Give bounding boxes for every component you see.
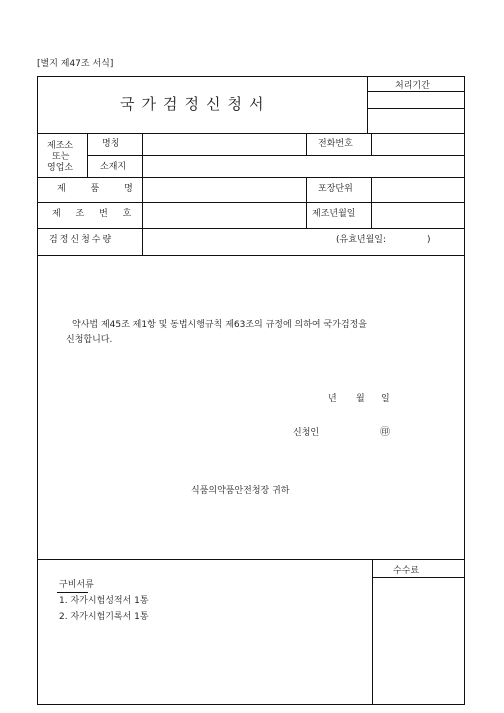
form-title: 국가검정신청서 bbox=[120, 95, 271, 113]
manufacturer-label-line1: 제조소 bbox=[47, 141, 74, 151]
applicant-label: 신청인 bbox=[293, 428, 320, 438]
date-month-label: 월 bbox=[356, 394, 365, 404]
address-label: 소재지 bbox=[100, 162, 127, 172]
manufacture-date-field[interactable] bbox=[372, 203, 464, 228]
name-label: 명칭 bbox=[102, 139, 120, 149]
address-field[interactable] bbox=[143, 156, 464, 177]
application-statement-line2: 신청합니다. bbox=[66, 335, 113, 345]
addressee: 식품의약품안전청장 귀하 bbox=[191, 486, 290, 496]
date-month-field[interactable] bbox=[340, 390, 352, 404]
packaging-unit-field[interactable] bbox=[372, 178, 464, 202]
required-documents-title: 구비서류 bbox=[59, 580, 94, 590]
application-statement-line1: 약사법 제45조 제1항 및 동법시행규칙 제63조의 규정에 의하여 국가검정을 bbox=[72, 320, 367, 330]
product-name-field[interactable] bbox=[143, 178, 306, 202]
lot-number-field[interactable] bbox=[143, 203, 306, 228]
date-year-label: 년 bbox=[328, 394, 337, 404]
expiry-date-field[interactable] bbox=[398, 230, 424, 250]
manufacturer-label-line2: 또는 bbox=[52, 152, 70, 162]
document-item-1: 1. 자가시험성적서 1통 bbox=[59, 596, 149, 606]
documents-title-underline bbox=[57, 592, 88, 593]
lot-number-label: 제 조 번 호 bbox=[52, 209, 138, 219]
packaging-unit-label: 포장단위 bbox=[318, 184, 353, 194]
fee-label: 수수료 bbox=[393, 566, 420, 576]
manufacture-date-label: 제조년월일 bbox=[312, 209, 356, 219]
quantity-field[interactable] bbox=[143, 229, 323, 255]
phone-label: 전화번호 bbox=[318, 139, 353, 149]
expiry-date-label: (유효년월일: bbox=[336, 235, 387, 245]
applicant-name-field[interactable] bbox=[325, 424, 375, 440]
name-field[interactable] bbox=[143, 134, 306, 155]
document-item-2: 2. 자가시험기록서 1통 bbox=[59, 612, 149, 622]
form-reference-note: [별지 제47조 서식] bbox=[37, 59, 114, 69]
processing-period-label: 처리기간 bbox=[395, 81, 430, 91]
quantity-label: 검정신청수량 bbox=[49, 235, 114, 245]
product-name-label: 제 품 명 bbox=[57, 184, 144, 194]
fee-area bbox=[373, 578, 464, 704]
manufacturer-label-line3: 영업소 bbox=[47, 163, 74, 173]
expiry-date-close: ) bbox=[427, 235, 431, 245]
date-day-label: 일 bbox=[381, 394, 390, 404]
seal-icon: ㊞ bbox=[380, 427, 390, 438]
phone-field[interactable] bbox=[372, 134, 464, 155]
